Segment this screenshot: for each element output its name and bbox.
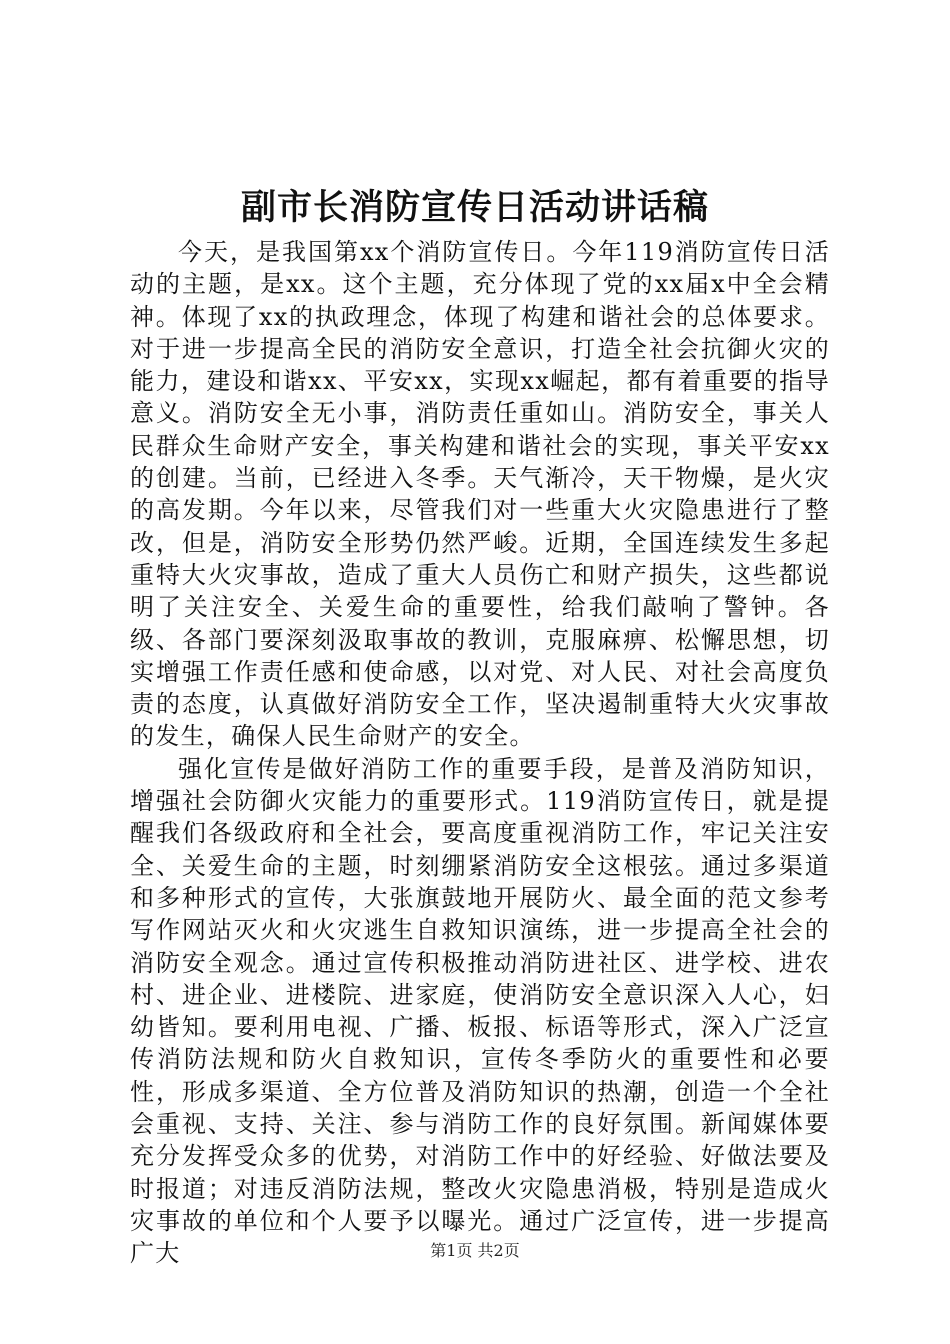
paragraph-1: 今天，是我国第xx个消防宣传日。今年119消防宣传日活动的主题，是xx。这个主题，充分体现了党的xx届x中全会精神。体现了xx的执政理念，体现了构建和谐社会的总体要求。对于进一步提高全民的消防安全意识，打造全社会抗御火灾的能力，建设和谐xx、平安xx，实现xx崛起，都有着重要的指导意义。消防安全无小事，消防责任重如山。消防安全，事关人民群众生命财产安全，事关构建和谐社会的实现，事关平安xx的创建。当前，已经进入冬季。天气渐冷，天干物燥，是火灾的高发期。今年以来，尽管我们对一些重大火灾隐患进行了整改，但是，消防安全形势仍然严峻。近期，全国连续发生多起重特大火灾事故，造成了重大人员伤亡和财产损失，这些都说明了关注安全、关爱生命的重要性，给我们敲响了警钟。各级、各部门要深刻汲取事故的教训，克服麻痹、松懈思想，切实增强工作责任感和使命感，以对党、对人民、对社会高度负责的态度，认真做好消防安全工作，坚决遏制重特大火灾事故的发生，确保人民生命财产的安全。: [130, 238, 830, 751]
page-number: 第1页 共2页: [430, 1241, 520, 1260]
document-body: [130, 236, 830, 1270]
page-title: 副市长消防宣传日活动讲话稿: [240, 187, 709, 228]
paragraph-2: 强化宣传是做好消防工作的重要手段，是普及消防知识，增强社会防御火灾能力的重要形式。119消防宣传日，就是提醒我们各级政府和全社会，要高度重视消防工作，牢记关注安全、关爱生命的主题，时刻绷紧消防安全这根弦。通过多渠道和多种形式的宣传，大张旗鼓地开展防火、最全面的范文参考写作网站灭火和火灾逃生自救知识演练，进一步提高全社会的消防安全观念。通过宣传积极推动消防进社区、进学校、进农村、进企业、进楼院、进家庭，使消防安全意识深入人心，妇幼皆知。要利用电视、广播、板报、标语等形式，深入广泛宣传消防法规和防火自救知识，宣传冬季防火的重要性和必要性，形成多渠道、全方位普及消防知识的热潮，创造一个全社会重视、支持、关注、参与消防工作的良好氛围。新闻媒体要充分发挥受众多的优势，对消防工作中的好经验、好做法要及时报道；对违反消防法规，整改火灾隐患消极，特别是造成火灾事故的单位和个人要予以曝光。通过广泛宣传，进一步提高广大: [130, 754, 830, 1268]
